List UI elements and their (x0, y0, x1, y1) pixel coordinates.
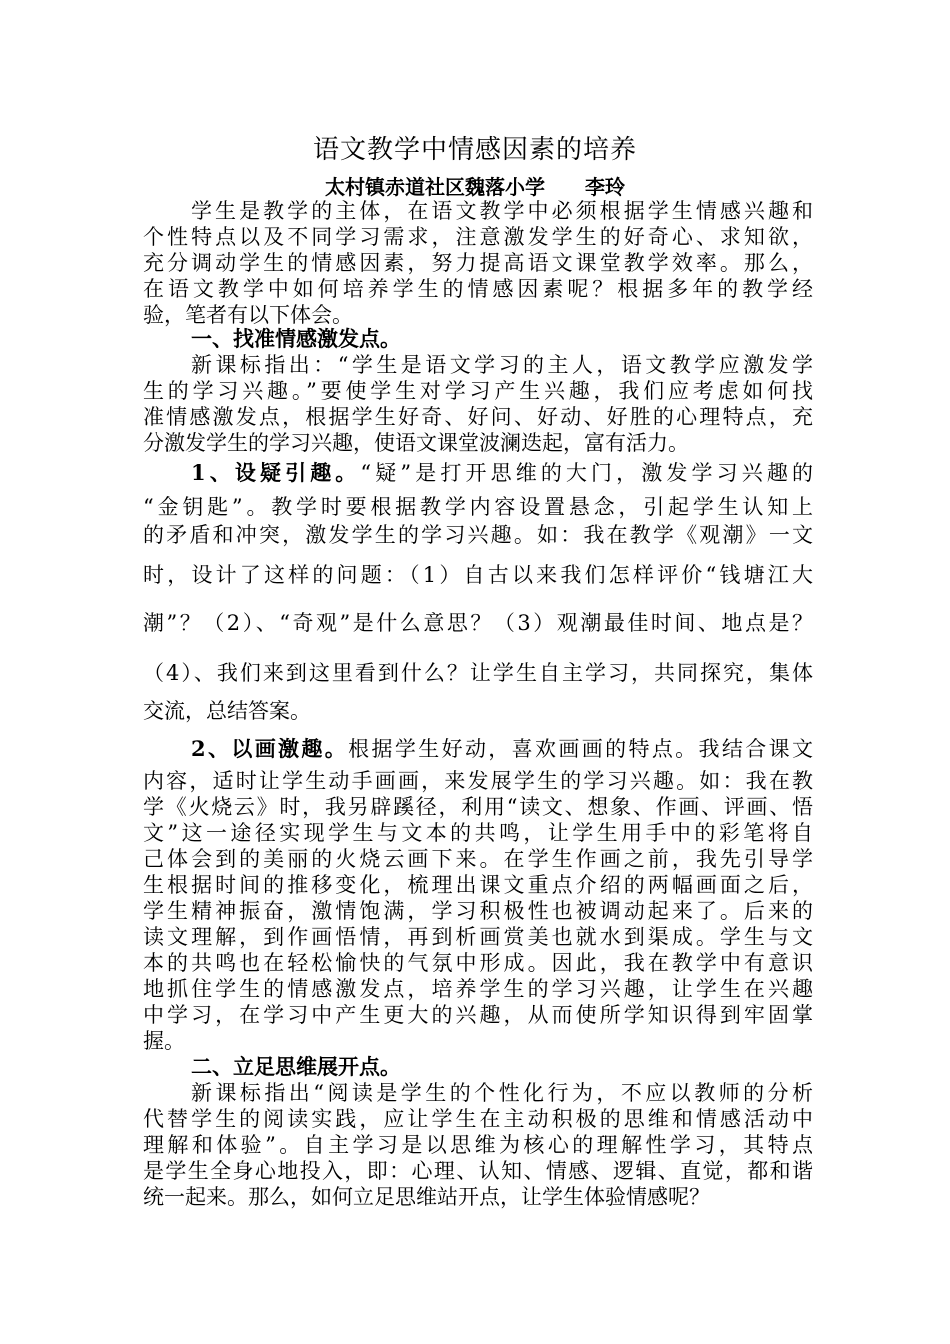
paragraph-line: 读文理解，到作画悟情，再到析画赏美也就水到渠成。学生与文 (143, 925, 813, 949)
paragraph-line: 是学生全身心地投入，即：心理、认知、情感、逻辑、直觉，都和谐 (143, 1159, 813, 1183)
intro-line: 学生是教学的主体，在语文教学中必须根据学生情感兴趣和 (191, 199, 813, 223)
paragraph-line: 交流，总结答案。 (143, 699, 311, 723)
paragraph-line: 理解和体验”。自主学习是以思维为核心的理解性学习，其特点 (143, 1133, 813, 1157)
paragraph-line: 代替学生的阅读实践，应让学生在主动积极的思维和情感活动中 (143, 1107, 813, 1131)
intro-line: 充分调动学生的情感因素，努力提高语文课堂教学效率。那么， (143, 251, 813, 275)
paragraph-line: 的矛盾和冲突，激发学生的学习兴趣。如：我在教学《观潮》一文 (143, 523, 813, 547)
intro-line: 在语文教学中如何培养学生的情感因素呢？根据多年的教学经 (143, 277, 813, 301)
document-title: 语文教学中情感因素的培养 (312, 135, 637, 165)
paragraph-line: 新课标指出：“学生是语文学习的主人，语文教学应激发学 (191, 353, 813, 377)
paragraph-line: 统一起来。那么，如何立足思维站开点，让学生体验情感呢？ (143, 1185, 710, 1209)
paragraph-line: 地抓住学生的情感激发点，培养学生的学习兴趣，让学生在兴趣 (143, 977, 813, 1001)
paragraph-line: 分激发学生的学习兴趣，使语文课堂波澜迭起，富有活力。 (143, 431, 689, 455)
paragraph-line: 内容，适时让学生动手画画，来发展学生的学习兴趣。如：我在教 (143, 769, 813, 793)
point-text: 根据学生好动，喜欢画画的特点。我结合课文 (348, 737, 813, 761)
paragraph-line: 学生精神振奋，激情饱满，学习积极性也被调动起来了。后来的 (143, 899, 813, 923)
intro-line: 个性特点以及不同学习需求，注意激发学生的好奇心、求知欲， (143, 225, 813, 249)
paragraph-line: 中学习，在学习中产生更大的兴趣，从而使所学知识得到牢固掌 (143, 1003, 813, 1027)
paragraph-line: 生根据时间的推移变化，梳理出课文重点介绍的两幅画面之后， (143, 873, 813, 897)
paragraph-line: 握。 (143, 1029, 185, 1053)
paragraph-line: 时，设计了这样的问题：（1）自古以来我们怎样评价“钱塘江大 (143, 563, 813, 587)
point-first-line (143, 460, 813, 486)
point-label: 2、以画激趣。 (191, 736, 349, 761)
point-text: “疑”是打开思维的大门，激发学习兴趣的 (360, 461, 813, 485)
paragraph-line: 准情感激发点，根据学生好奇、好问、好动、好胜的心理特点，充 (143, 405, 813, 429)
point-first-line (143, 736, 813, 762)
paragraph-line: “金钥匙”。教学时要根据教学内容设置悬念，引起学生认知上 (143, 495, 813, 519)
section-heading: 一、找准情感激发点。 (191, 326, 401, 351)
paragraph-line: 本的共鸣也在轻松愉快的气氛中形成。因此，我在教学中有意识 (143, 951, 813, 975)
paragraph-line: 潮”？（2）、“奇观”是什么意思？（3）观潮最佳时间、地点是？ (143, 611, 813, 635)
paragraph-line: 己体会到的美丽的火烧云画下来。在学生作画之前，我先引导学 (143, 847, 813, 871)
paragraph-line: 文”这一途径实现学生与文本的共鸣，让学生用手中的彩笔将自 (143, 821, 813, 845)
paragraph-line: 新课标指出“阅读是学生的个性化行为，不应以教师的分析 (191, 1081, 813, 1105)
section-heading: 二、立足思维展开点。 (191, 1054, 401, 1079)
point-label: 1、设疑引趣。 (191, 460, 361, 485)
paragraph-line: （4）、我们来到这里看到什么？让学生自主学习，共同探究，集体 (143, 661, 813, 685)
author-byline: 太村镇赤道社区魏落小学 李玲 (325, 175, 625, 199)
paragraph-line: 生的学习兴趣。”要使学生对学习产生兴趣，我们应考虑如何找 (143, 379, 813, 403)
paragraph-line: 学《火烧云》时，我另辟蹊径，利用“读文、想象、作画、评画、悟 (143, 795, 813, 819)
intro-line: 验，笔者有以下体会。 (143, 303, 353, 327)
